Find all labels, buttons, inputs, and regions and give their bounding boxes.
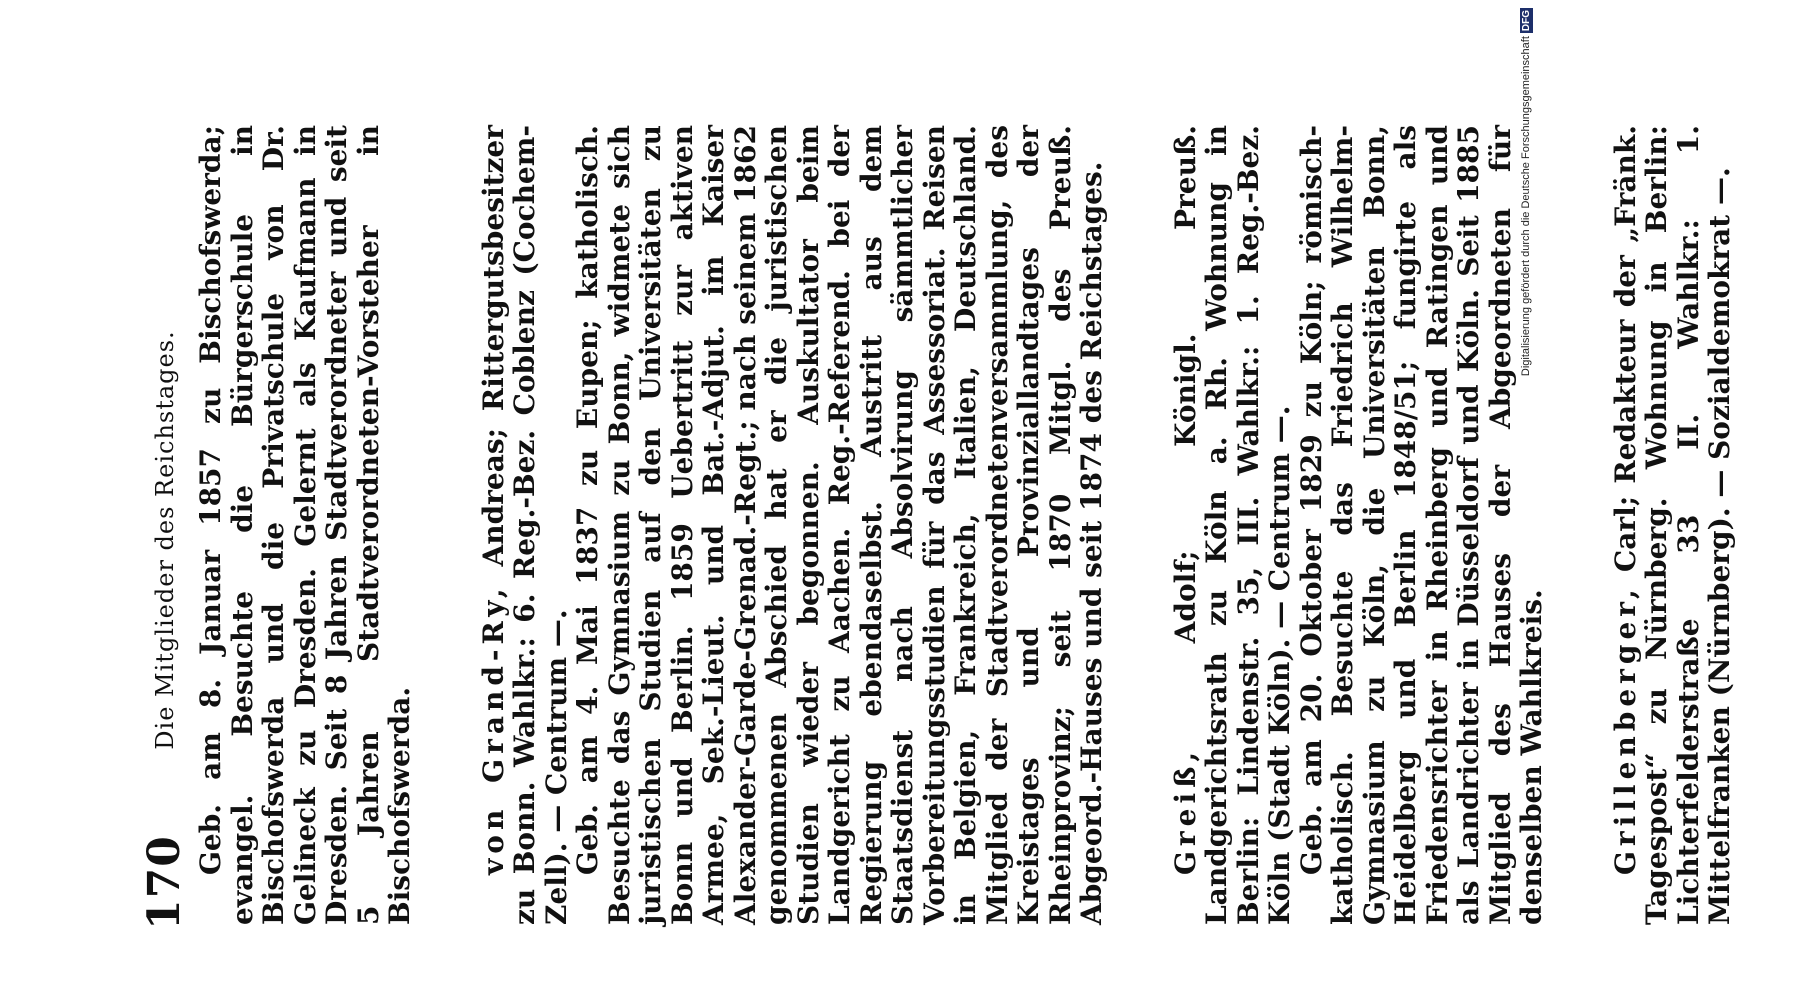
digitization-credit-inner [1516, 8, 1536, 400]
member-name: Grillenberger, [1608, 584, 1642, 875]
entry-geb-1857 [195, 125, 416, 925]
running-title: Die Mitglieder des Reichstages. [151, 330, 179, 750]
entry-header-paragraph [1610, 125, 1736, 925]
entry-biography: Geb. am 20. Oktober 1829 zu Köln; römisch-katholisch. Besuchte das Friedrich Wilhelm-Gymnasium zu Köln, die Universitäten Bonn, Heidelberg und Berlin 1848/51; fungirte als Friedensrichter in Rheinberg und Ratingen und als Landrichter in Düsseldorf und Köln. Seit 1885 Mitglied des Hauses der Abgeordneten für denselben Wahlkreis. [1294, 125, 1548, 925]
digitization-credit [1516, 8, 1536, 400]
entry-header-paragraph [1170, 125, 1296, 925]
page-header [135, 110, 195, 970]
entry-text: Geb. am 8. Januar 1857 zu Bischofswerda; evangel. Besuchte die Bürgerschule in Bischofswerda und die Privatschule von Dr. Gelineck zu Dresden. Gelernt als Kaufmann in Dresden. Seit 8 Jahren Stadtverordneter und seit 5 Jahren Stadtverordneten-Vorsteher in Bischofswerda. [194, 125, 416, 925]
entry-biography: Geb. am 4. Mai 1837 zu Eupen; katholisch. Besuchte das Gymnasium zu Bonn, widmete sich juristischen Studien auf den Universitäten zu Bonn und Berlin. 1859 Uebertritt zur aktiven Armee, Sek.-Lieut. und Bat.-Adjut. im Kaiser Alexander-Garde-Grenad.-Regt.; nach seinem 1862 genommenen Abschied hat er die juristischen Studien wieder begonnen. Auskultator beim Landgericht zu Aachen. Reg.-Referend. bei der Regierung ebendaselbst. Austritt aus dem Staatsdienst nach Absolvirung sämmtlicher Vorbereitungsstudien für das Assessoriat. Reisen in Belgien, Frankreich, Italien, Deutschland. Mitglied der Stadtverordnetenversammlung, des Kreistages und Provinziallandtages der Rheinprovinz; seit 1870 Mitgl. des Preuß. Abgeord.-Hauses und seit 1874 des Reichstages. [571, 125, 1108, 925]
dfg-logo-icon: DFG [1520, 10, 1532, 32]
member-details: Adolf; Königl. Preuß. Landgerichtsrath zu Köln a. Rh. Wohnung in Berlin: Lindenstr. 35, III. Wahlkr.: 1. Reg.-Bez. Köln (Stadt Köln). — Centrum —. [1168, 125, 1296, 925]
member-details: Andreas; Rittergutsbesitzer zu Bonn. Wahlkr.: 6. Reg.-Bez. Coblenz (Cochem-Zell). — Centrum —. [476, 125, 573, 925]
member-name: von Grand-Ry, [476, 583, 510, 875]
page-body [195, 125, 1798, 925]
entry-grand-ry [478, 125, 1108, 925]
entry-header-paragraph [478, 125, 573, 925]
entry-grillenberger [1610, 125, 1736, 925]
page-number: 170 [139, 835, 190, 930]
digitization-note: Digitalisierung gefördert durch die Deutsche Forschungsgemeinschaft [1520, 36, 1532, 377]
member-details: Carl; Redakteur der „Fränk. Tagespost“ zu Nürnberg. Wohnung in Berlin: Lichterfelderstraße 33 II. Wahlkr.: 1. Mittelfranken (Nürnberg). — Sozialdemokrat —. [1608, 125, 1736, 925]
member-name: Greiß, [1168, 746, 1202, 875]
entry-greiss [1170, 125, 1548, 925]
